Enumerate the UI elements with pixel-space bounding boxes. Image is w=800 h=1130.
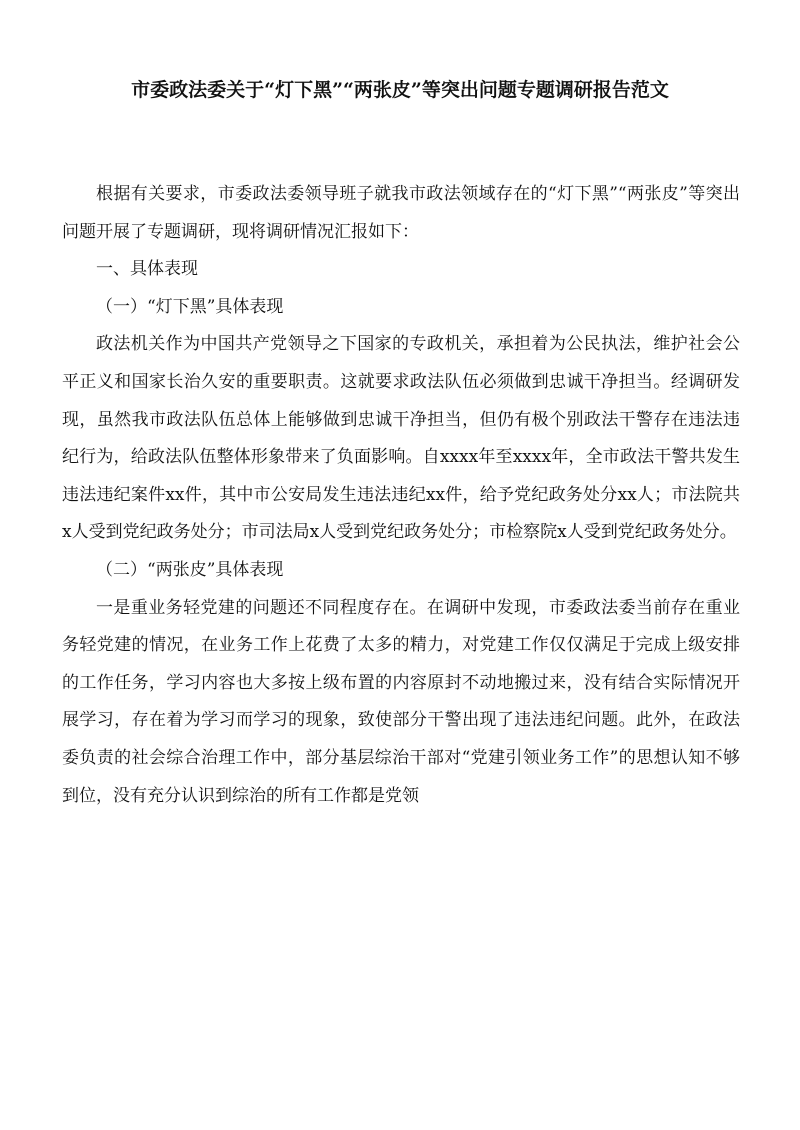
document-body [62, 176, 740, 815]
subsection-heading-1: （一）“灯下黑”具体表现 [96, 296, 284, 317]
document-title: 市委政法委关于“灯下黑”“两张皮”等突出问题专题调研报告范文 [131, 79, 669, 101]
body-paragraph: 一是重业务轻党建的问题还不同程度存在。在调研中发现，市委政法委当前存在重业务轻党建的情况，在业务工作上花费了太多的精力，对党建工作仅仅满足于完成上级安排的工作任务，学习内容也大多按上级布置的内容原封不动地搬过来，没有结合实际情况开展学习，存在着为学习而学习的现象，致使部分干警出现了违法违纪问题。此外，在政法委负责的社会综合治理工作中，部分基层综治干部对“党建引领业务工作”的思想认知不够到位，没有充分认识到综治的所有工作都是党领 [62, 597, 740, 806]
subsection-heading-2: （二）“两张皮”具体表现 [96, 559, 284, 580]
intro-paragraph: 根据有关要求，市委政法委领导班子就我市政法领域存在的“灯下黑”“两张皮”等突出问题开展了专题调研，现将调研情况汇报如下： [62, 184, 740, 242]
section-heading-1: 一、具体表现 [96, 259, 198, 280]
body-paragraph: 政法机关作为中国共产党领导之下国家的专政机关，承担着为公民执法，维护社会公平正义和国家长治久安的重要职责。这就要求政法队伍必须做到忠诚干净担当。经调研发现，虽然我市政法队伍总体上能够做到忠诚干净担当，但仍有极个别政法干警存在违法违纪行为，给政法队伍整体形象带来了负面影响。自xxxx年至xxxx年，全市政法干警共发生违法违纪案件xx件，其中市公安局发生违法违纪xx件，给予党纪政务处分xx人；市法院共x人受到党纪政务处分；市司法局x人受到党纪政务处分；市检察院x人受到党纪政务处分。 [62, 334, 740, 543]
